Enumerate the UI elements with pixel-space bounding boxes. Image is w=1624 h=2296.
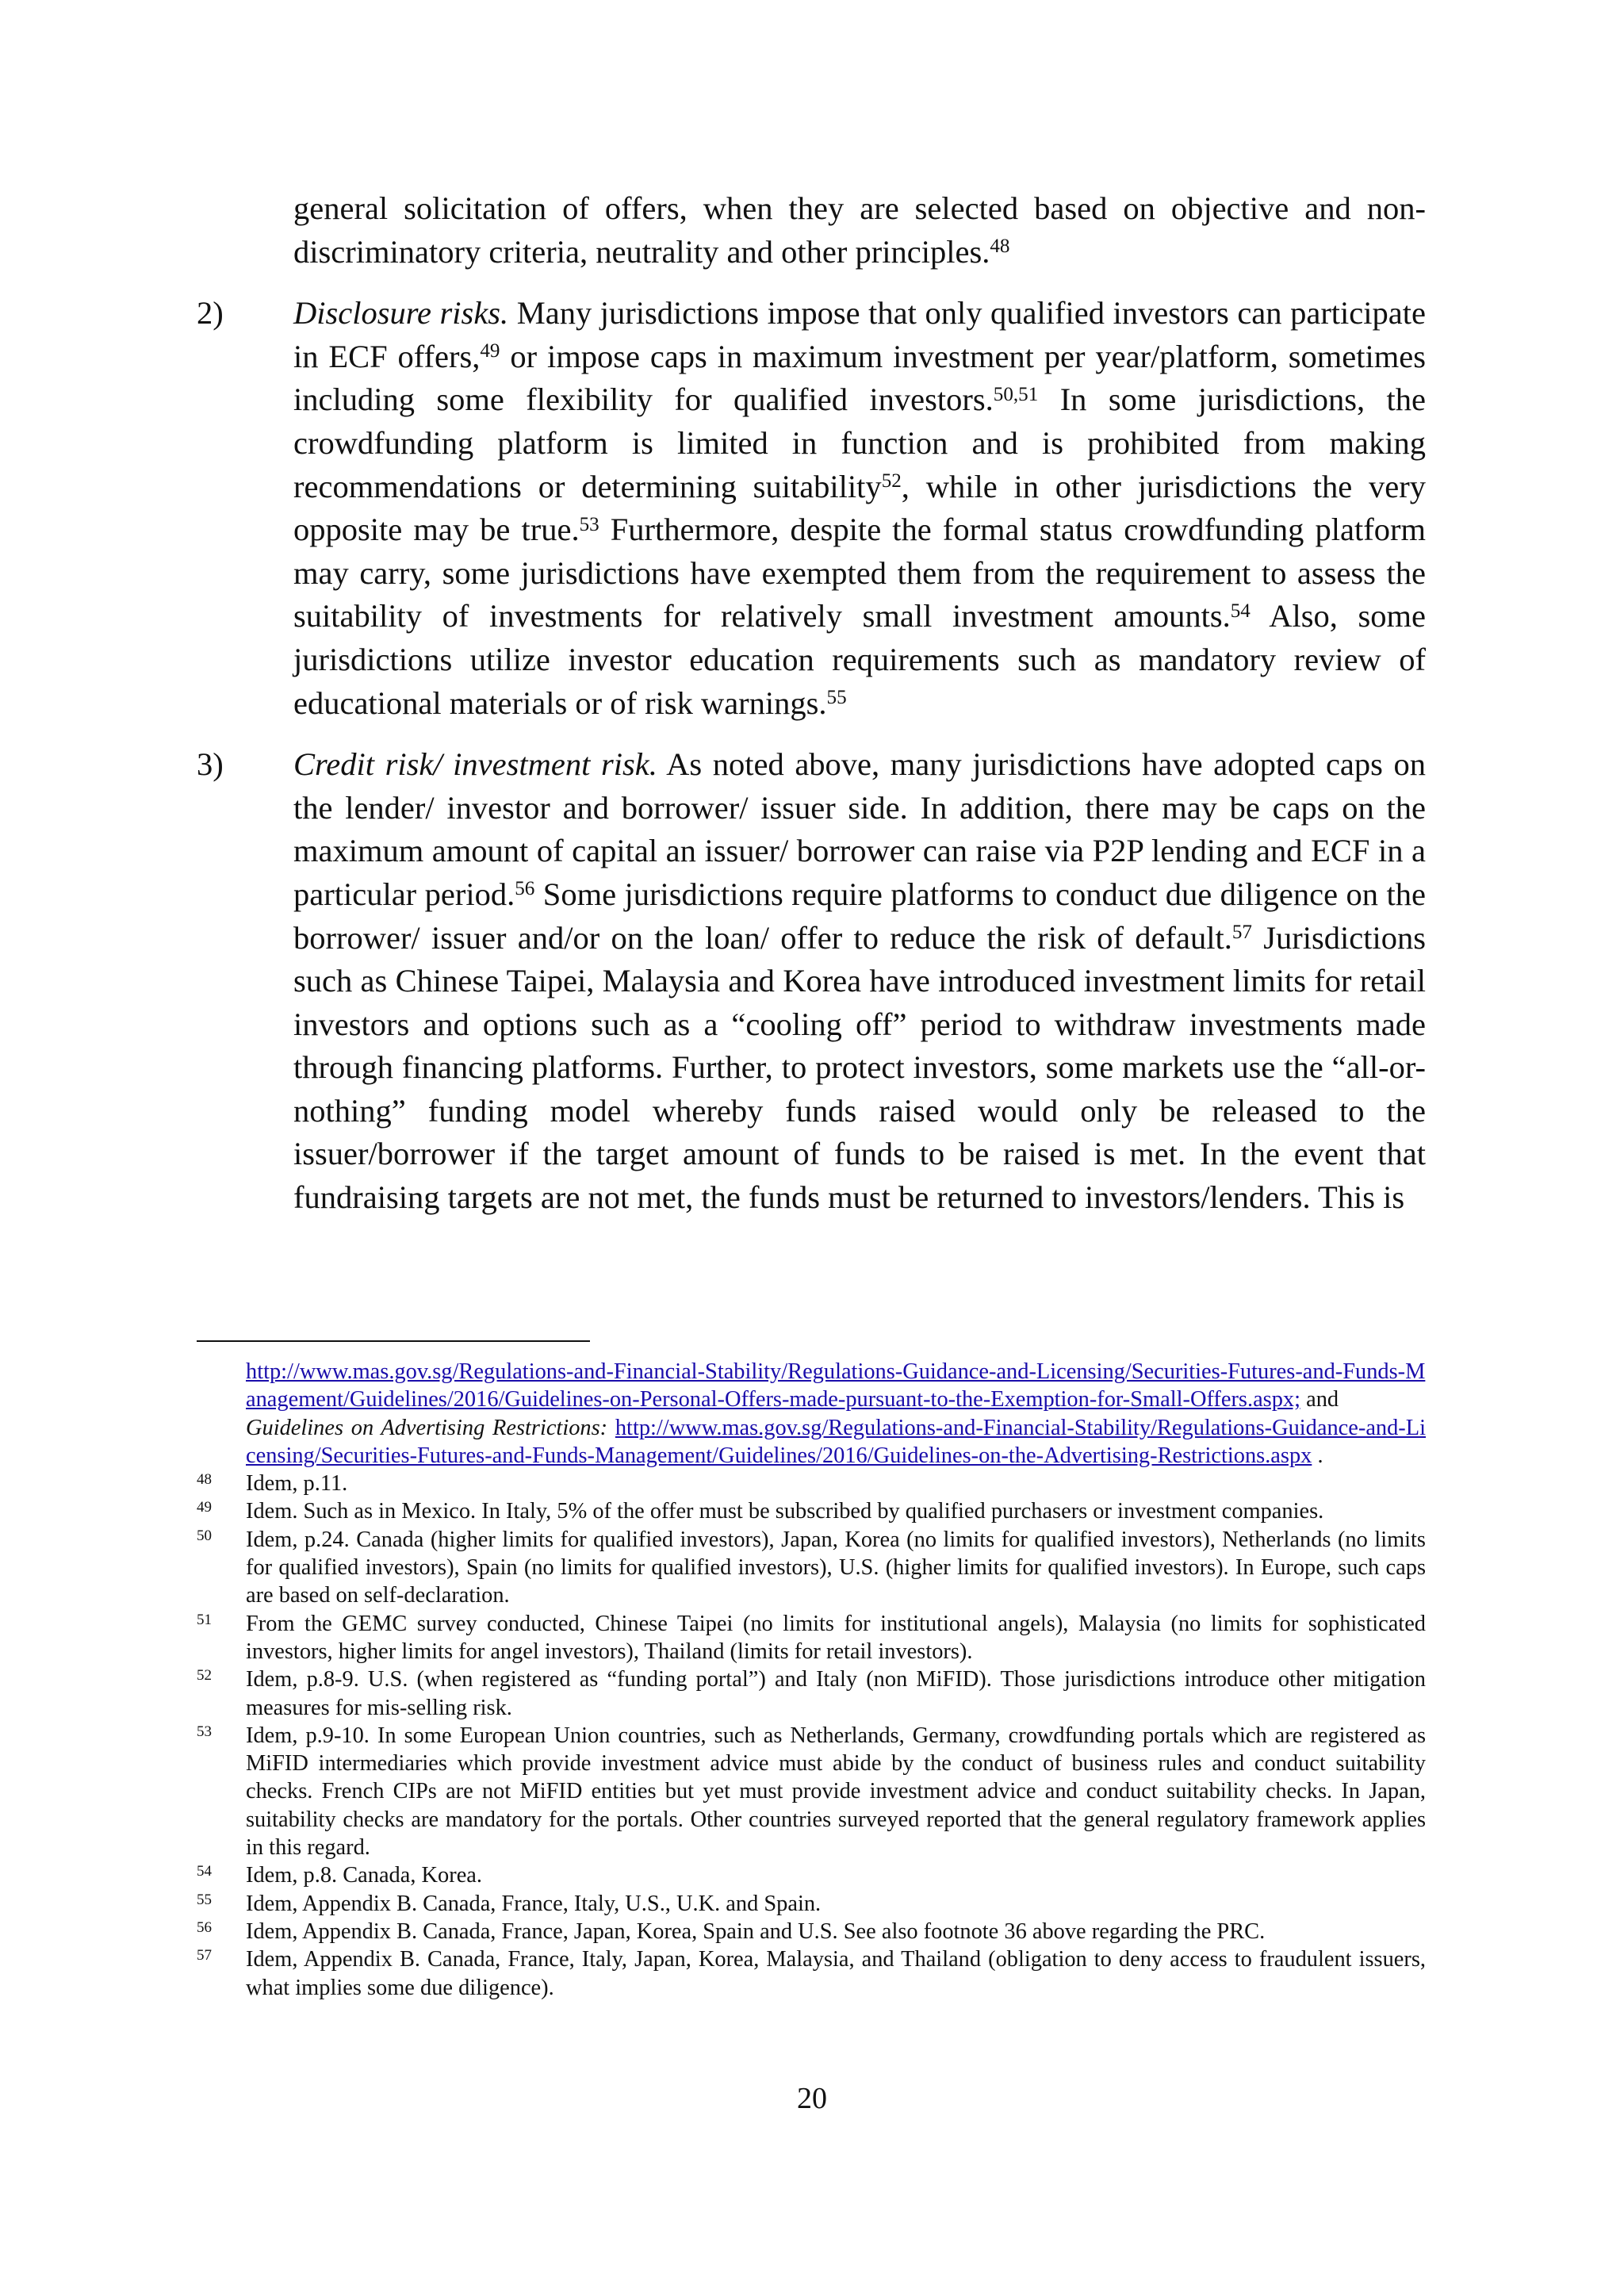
item-text bbox=[293, 292, 1426, 725]
footnotes-section bbox=[197, 1358, 1426, 2002]
sentence: Jurisdictions such as Chinese Taipei, Malaysia and Korea have introduced investment limits for retail investors and options such as a “cooling off” period to withdraw investments made through financing platforms. Further, to protect investors, some markets use the “all-or-nothing” funding model whereby funds raised would only be released to the issuer/borrower if the target amount of funds to be raised is met. In the event that fundraising targets are not met, the funds must be returned to investors/lenders. This is bbox=[293, 919, 1427, 1216]
footnote-number: 48 bbox=[197, 1471, 212, 1489]
footnote-text: Idem, p.8-9. U.S. (when registered as “funding portal”) and Italy (non MiFID). Those jurisdictions introduce other mitigation measures for mis-selling risk. bbox=[246, 1667, 1426, 1720]
footnote-52 bbox=[197, 1665, 1426, 1722]
footnote-text: Idem, Appendix B. Canada, France, Japan, Korea, Spain and U.S. See also footnote 36 above regarding the PRC. bbox=[246, 1918, 1266, 1944]
list-number: 2) bbox=[197, 295, 224, 332]
footnote-text: Idem, Appendix B. Canada, France, Italy, U.S., U.K. and Spain. bbox=[246, 1891, 822, 1916]
footnote-number: 56 bbox=[197, 1918, 212, 1936]
footnote-number: 49 bbox=[197, 1499, 212, 1516]
footnote-continuation bbox=[197, 1358, 1426, 1470]
list-number: 3) bbox=[197, 746, 224, 783]
footnote-number: 52 bbox=[197, 1667, 212, 1685]
footnote-ref-57[interactable]: 57 bbox=[1231, 921, 1252, 943]
footnote-ref-52[interactable]: 52 bbox=[881, 470, 902, 493]
intro-text: general solicitation of offers, when they are selected based on objective and non-discriminatory criteria, neutrality and other principles. bbox=[293, 190, 1426, 270]
footnote-number: 51 bbox=[197, 1611, 212, 1628]
list-item-disclosure-risks bbox=[197, 292, 1426, 725]
mas-personal-offers-link[interactable]: http://www.mas.gov.sg/Regulations-and-Financial-Stability/Regulations-Guidance-and-Licensing/Securities-Futures-and-Funds-Management/Guidelines/2016/Guidelines-on-Personal-Offers-made-pursuant-to-the-Exemption-for-Small-Offers.aspx; bbox=[246, 1359, 1426, 1412]
intro-paragraph bbox=[293, 187, 1426, 274]
footnote-57 bbox=[197, 1945, 1426, 2002]
footnote-text: Idem, p.11. bbox=[246, 1471, 348, 1497]
footnote-ref-49[interactable]: 49 bbox=[480, 340, 500, 362]
footnote-number: 53 bbox=[197, 1723, 212, 1740]
footnote-number: 55 bbox=[197, 1891, 212, 1908]
footnote-ref-55[interactable]: 55 bbox=[826, 686, 847, 708]
main-body-text bbox=[197, 187, 1426, 1220]
footnote-56 bbox=[197, 1918, 1426, 1945]
footnote-ref-53[interactable]: 53 bbox=[579, 513, 599, 535]
footnote-text: Idem, p.24. Canada (higher limits for qualified investors), Japan, Korea (no limits for qualified investors), Netherlands (no limits for qualified investors), Spain (no limits for qualified investors), U.S. (higher limits for qualified investors). In Europe, such caps are based on self-declaration. bbox=[246, 1527, 1426, 1608]
sentence: , while in other jurisdictions the very opposite may be true. bbox=[293, 468, 1426, 548]
footnote-text: From the GEMC survey conducted, Chinese Taipei (no limits for institutional angels), Malaysia (no limits for sophisticated investors, higher limits for angel investors), Thailand (limits for retail investors). bbox=[246, 1611, 1426, 1664]
mas-advertising-restrictions-link[interactable]: http://www.mas.gov.sg/Regulations-and-Financial-Stability/Regulations-Guidance-and-Licensing/Securities-Futures-and-Funds-Management/Guidelines/2016/Guidelines-on-the-Advertising-Restrictions.aspx bbox=[246, 1415, 1426, 1468]
item-text bbox=[293, 743, 1426, 1220]
footnote-49 bbox=[197, 1497, 1426, 1525]
list-item-credit-risk bbox=[197, 743, 1426, 1220]
end-text: . bbox=[1312, 1443, 1323, 1468]
item-heading: Credit risk/ investment risk. bbox=[293, 746, 657, 783]
footnote-number: 50 bbox=[197, 1527, 212, 1544]
footnote-text: Idem, Appendix B. Canada, France, Italy, Japan, Korea, Malaysia, and Thailand (obligation to deny access to fraudulent issuers, what implies some due diligence). bbox=[246, 1947, 1426, 2000]
footnote-48 bbox=[197, 1470, 1426, 1497]
sentence: As noted above, many jurisdictions have adopted caps on the lender/ investor and borrower/ issuer side. In addition, there may be caps on the maximum amount of capital an issuer/ borrower can raise via P2P lending and ECF in a particular period. bbox=[293, 746, 1426, 912]
footnote-50 bbox=[197, 1526, 1426, 1610]
sentence: Some jurisdictions require platforms to conduct due diligence on the borrower/ issuer and/or on the loan/ offer to reduce the risk of default. bbox=[293, 876, 1426, 956]
guidelines-label: Guidelines on Advertising Restrictions: bbox=[246, 1415, 608, 1440]
footnote-54 bbox=[197, 1861, 1426, 1889]
footnote-text: Idem, p.9-10. In some European Union countries, such as Netherlands, Germany, crowdfunding portals which are registered as MiFID intermediaries which provide investment advice must abide by the conduct of business rules and conduct suitability checks. French CIPs are not MiFID entities but yet must provide investment advice and conduct suitability checks. In Japan, suitability checks are mandatory for the portals. Other countries surveyed reported that the general regulatory framework applies in this regard. bbox=[246, 1723, 1426, 1861]
footnote-ref-50-51[interactable]: 50,51 bbox=[993, 383, 1039, 405]
footnote-number: 57 bbox=[197, 1947, 212, 1964]
footnote-ref-48[interactable]: 48 bbox=[990, 236, 1010, 258]
item-heading: Disclosure risks. bbox=[293, 295, 509, 332]
footnote-53 bbox=[197, 1722, 1426, 1861]
sentence: Furthermore, despite the formal status crowdfunding platform may carry, some jurisdictions have exempted them from the requirement to assess the suitability of investments for relatively small investment amounts. bbox=[293, 512, 1426, 634]
footnote-51 bbox=[197, 1610, 1426, 1666]
footnote-ref-54[interactable]: 54 bbox=[1230, 600, 1251, 622]
footnote-text: Idem. Such as in Mexico. In Italy, 5% of the offer must be subscribed by qualified purchasers or investment companies. bbox=[246, 1499, 1324, 1524]
and-text: and bbox=[1300, 1387, 1339, 1412]
footnote-number: 54 bbox=[197, 1863, 212, 1880]
footnote-text: Idem, p.8. Canada, Korea. bbox=[246, 1863, 482, 1888]
sentence: In some jurisdictions, the crowdfunding platform is limited in function and is prohibited from making recommendations or determining suitability bbox=[293, 381, 1426, 504]
footnote-separator bbox=[197, 1340, 590, 1342]
sentence: Many jurisdictions impose that only qualified investors can participate in ECF offers, bbox=[293, 295, 1426, 374]
sentence: or impose caps in maximum investment per year/platform, sometimes including some flexibility for qualified investors. bbox=[293, 338, 1426, 418]
footnote-55 bbox=[197, 1890, 1426, 1918]
page-number: 20 bbox=[797, 2082, 827, 2115]
footnote-ref-56[interactable]: 56 bbox=[515, 878, 535, 900]
sentence: Also, some jurisdictions utilize investor education requirements such as mandatory review of educational materials or of risk warnings. bbox=[293, 598, 1427, 721]
